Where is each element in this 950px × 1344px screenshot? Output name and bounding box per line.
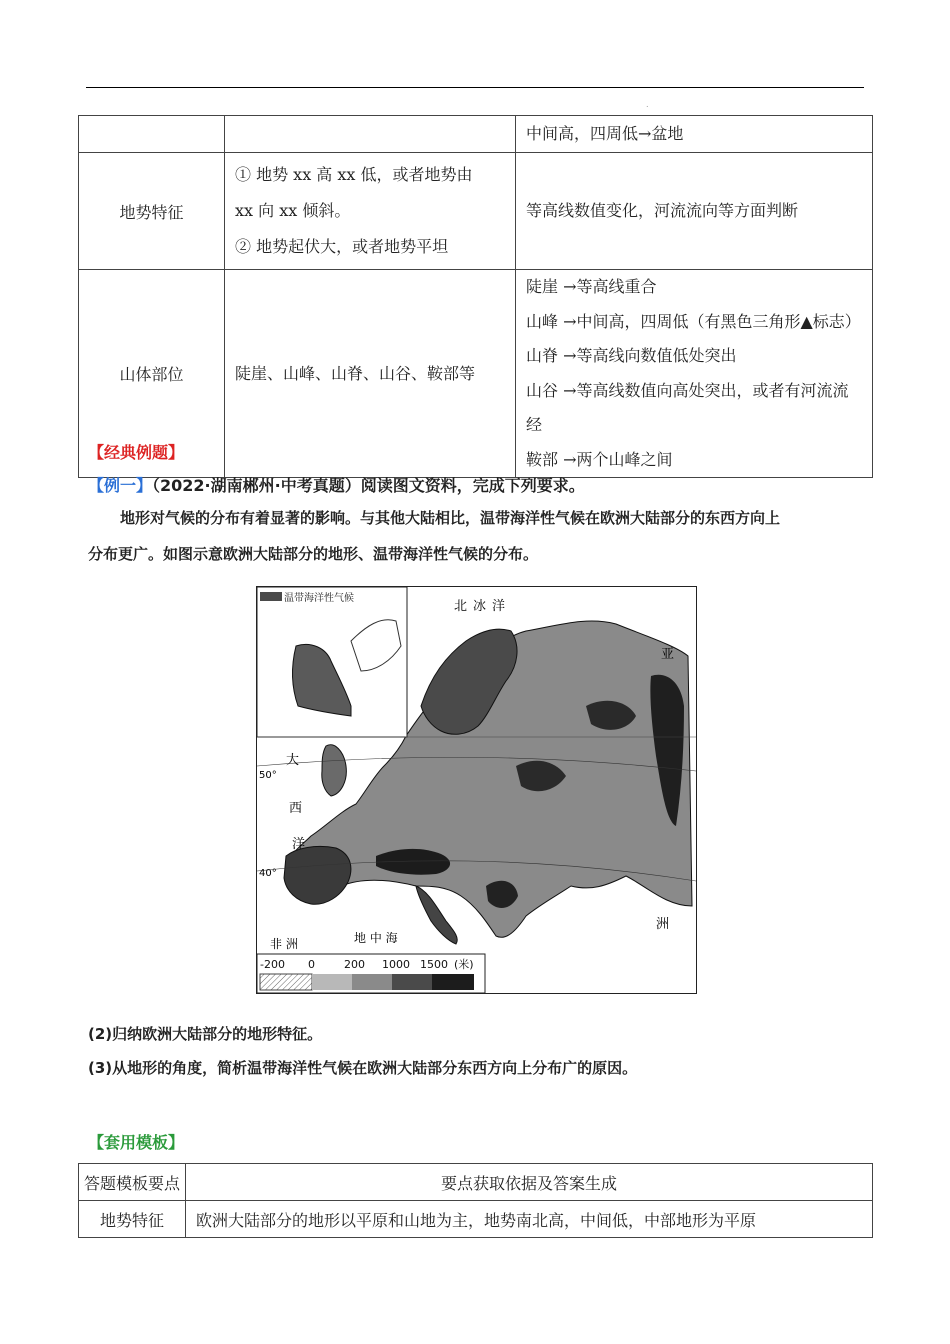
legend-unit: (米) xyxy=(454,958,474,971)
paragraph-line: 地形对气候的分布有着显著的影响。与其他大陆相比，温带海洋性气候在欧洲大陆部分的东西方向上 xyxy=(120,509,781,527)
legend-swatch-1000-1500 xyxy=(392,974,432,990)
cell-line: 鞍部 →两个山峰之间 xyxy=(526,449,673,469)
table-row xyxy=(79,153,873,270)
knowledge-table xyxy=(78,115,873,478)
legend-swatch-200-1000 xyxy=(352,974,392,990)
section-title-template: 【套用模板】 xyxy=(88,1133,185,1152)
legend-swatch-0-200 xyxy=(312,974,352,990)
label-lat-50: 50° xyxy=(259,770,277,781)
legend-value: 200 xyxy=(344,958,365,971)
label-arctic: 北冰洋 xyxy=(454,599,512,614)
label-africa: 非 洲 xyxy=(270,937,298,951)
legend-value: -200 xyxy=(260,958,285,971)
table-row-label: 地势特征 xyxy=(79,1201,186,1238)
label-atlantic-2: 西 xyxy=(289,801,303,816)
cell-line: 陡崖 →等高线重合 xyxy=(526,277,657,296)
legend-swatch-below-sea xyxy=(260,974,312,990)
label-mediterranean: 地 中 海 xyxy=(354,931,398,945)
table-cell: 欧洲大陆部分的地形以平原和山地为主，地势南北高，中间低，中部地形为平原 xyxy=(186,1201,873,1238)
paragraph-line: 分布更广。如图示意欧洲大陆部分的地形、温带海洋性气候的分布。 xyxy=(88,545,539,563)
section-title-classic: 【经典例题】 xyxy=(88,443,185,462)
example-paragraph xyxy=(88,500,868,572)
table-header-cell: 答题模板要点 xyxy=(79,1164,186,1201)
label-atlantic-1: 大 xyxy=(286,753,300,768)
table-header-cell: 要点获取依据及答案生成 xyxy=(186,1164,873,1201)
cell-line: 山谷 →等高线数值向高处突出，或者有河流流经 xyxy=(526,380,849,434)
question-3: (3)从地形的角度，简析温带海洋性气候在欧洲大陆部分东西方向上分布广的原因。 xyxy=(88,1059,638,1077)
inset-legend-swatch xyxy=(260,592,282,601)
table-row xyxy=(79,116,873,153)
table-cell: 等高线数值变化，河流流向等方面判断 xyxy=(516,153,873,270)
table-cell: 中间高，四周低→盆地 xyxy=(516,116,873,153)
table-row xyxy=(79,1164,873,1201)
table-cell xyxy=(225,116,516,153)
label-atlantic-3: 洋 xyxy=(292,837,306,852)
inset-legend-label: 温带海洋性气候 xyxy=(284,593,354,604)
legend-value: 0 xyxy=(308,958,315,971)
cell-line: ② 地势起伏大，或者地势平坦 xyxy=(235,237,449,256)
table-cell xyxy=(79,116,225,153)
table-row-label: 山体部位 xyxy=(79,270,225,478)
table-cell xyxy=(225,153,516,270)
table-row xyxy=(79,270,873,478)
cell-line: 山峰 →中间高，四周低（有黑色三角形▲标志） xyxy=(526,311,861,331)
example-heading xyxy=(88,473,585,496)
example-tag: 【例一】 xyxy=(88,476,153,495)
label-asia-1: 亚 xyxy=(661,647,675,662)
label-asia-2: 洲 xyxy=(656,917,670,932)
legend-value: 1000 xyxy=(382,958,410,971)
label-lat-40: 40° xyxy=(259,868,277,879)
table-row xyxy=(79,1201,873,1238)
europe-terrain-map xyxy=(256,586,697,994)
table-cell xyxy=(516,270,873,478)
legend-value: 1500 xyxy=(420,958,448,971)
template-table xyxy=(78,1163,873,1238)
example-source: （2022·湖南郴州·中考真题）阅读图文资料，完成下列要求。 xyxy=(152,476,585,495)
legend-swatch-above-1500 xyxy=(432,974,474,990)
question-2: (2)归纳欧洲大陆部分的地形特征。 xyxy=(88,1025,323,1043)
cell-line: xx 向 xx 倾斜。 xyxy=(235,201,351,220)
table-row-label: 地势特征 xyxy=(79,153,225,270)
table-cell: 陡崖、山峰、山脊、山谷、鞍部等 xyxy=(225,270,516,478)
header-rule xyxy=(86,87,864,88)
decorative-dot: . xyxy=(646,100,649,109)
cell-line: 山脊 →等高线向数值低处突出 xyxy=(526,346,737,365)
cell-line: ① 地势 xx 高 xx 低，或者地势由 xyxy=(235,165,473,184)
